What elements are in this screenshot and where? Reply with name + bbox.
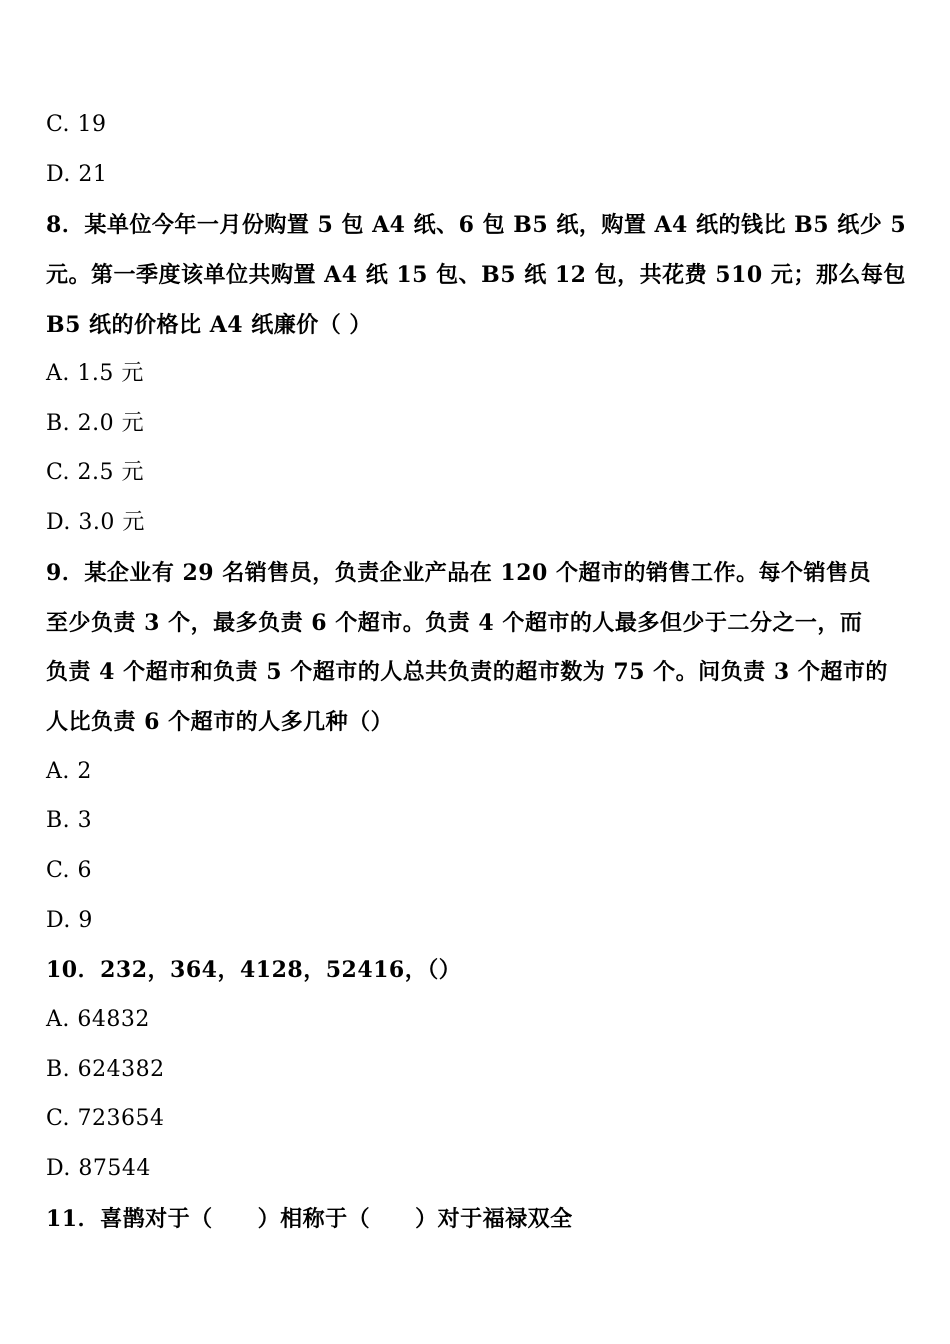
q9-option-b: B. 3 bbox=[46, 808, 93, 833]
q8-stem-text-1: ．某单位今年一月份购置 5 包 A4 纸、6 包 B5 纸，购置 A4 纸的钱比 B5 纸少 5 bbox=[61, 212, 907, 238]
q9-stem-line-4: 人比负责 6 个超市的人多几种（） bbox=[46, 709, 394, 735]
q9-stem-line-1 bbox=[46, 558, 871, 588]
q10-option-d: D. 87544 bbox=[46, 1156, 151, 1181]
q9-stem-line-3: 负责 4 个超市和负责 5 个超市的人总共负责的超市数为 75 个。问负责 3 个超市的 bbox=[46, 659, 888, 685]
q9-number: 9 bbox=[46, 560, 62, 586]
q10-option-b: B. 624382 bbox=[46, 1057, 165, 1082]
q7-option-d: D. 21 bbox=[46, 162, 108, 187]
q9-stem-text-1: ．某企业有 29 名销售员，负责企业产品在 120 个超市的销售工作。每个销售员 bbox=[61, 560, 871, 586]
q9-option-c: C. 6 bbox=[46, 858, 93, 883]
q11-number: 11 bbox=[46, 1206, 78, 1232]
q8-option-c: C. 2.5 元 bbox=[46, 460, 145, 485]
q10-option-c: C. 723654 bbox=[46, 1106, 165, 1131]
q8-option-a: A. 1.5 元 bbox=[46, 361, 144, 386]
q8-stem-line-1 bbox=[46, 210, 906, 240]
q7-option-c: C. 19 bbox=[46, 112, 107, 137]
q10-stem-text-1: ．232，364，4128，52416，（） bbox=[77, 957, 462, 983]
q10-option-a: A. 64832 bbox=[46, 1007, 150, 1032]
q11-stem-line-1 bbox=[46, 1204, 573, 1234]
q10-stem-line-1 bbox=[46, 955, 461, 985]
q9-stem-line-2: 至少负责 3 个，最多负责 6 个超市。负责 4 个超市的人最多但少于二分之一，而 bbox=[46, 610, 863, 636]
q9-option-a: A. 2 bbox=[46, 759, 92, 784]
q8-option-b: B. 2.0 元 bbox=[46, 411, 145, 436]
q8-stem-line-3: B5 纸的价格比 A4 纸廉价（ ） bbox=[46, 312, 372, 338]
q8-option-d: D. 3.0 元 bbox=[46, 510, 145, 535]
q8-number: 8 bbox=[46, 212, 62, 238]
q10-number: 10 bbox=[46, 957, 78, 983]
q9-option-d: D. 9 bbox=[46, 908, 93, 933]
q8-stem-line-2: 元。第一季度该单位共购置 A4 纸 15 包、B5 纸 12 包，共花费 510 元；那么每包 bbox=[46, 262, 906, 288]
q11-stem-text-1: ．喜鹊对于（ ）相称于（ ）对于福禄双全 bbox=[77, 1206, 573, 1232]
